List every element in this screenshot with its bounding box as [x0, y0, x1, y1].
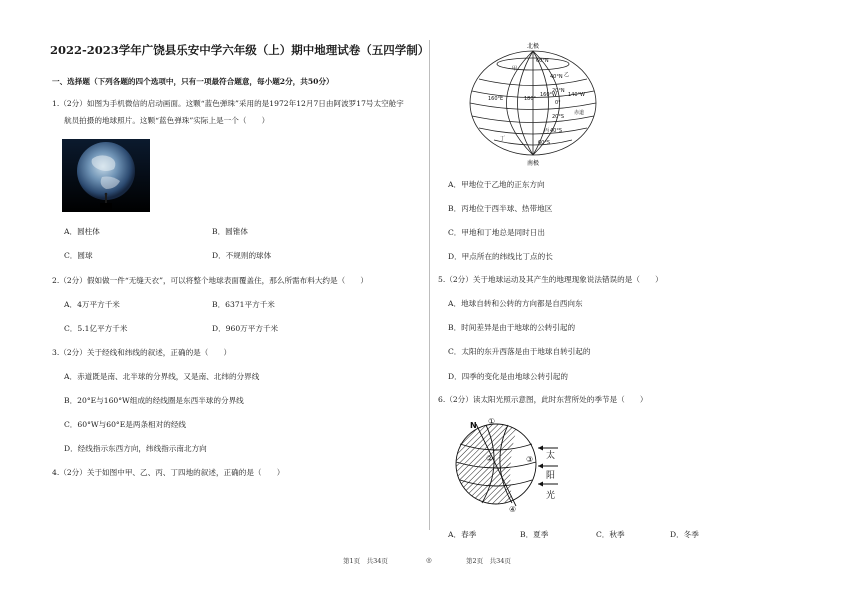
question-5-option-a: A．地球自转和公转的方向都是自西向东 — [448, 299, 583, 308]
question-5-line1: 5.（2分）关于地球运动及其产生的地理现象说法错误的是（ ） — [438, 275, 663, 284]
question-4-option-b: B．丙地位于西半球、热带地区 — [448, 204, 553, 213]
question-4-option-c: C．甲地和丁地总是同时日出 — [448, 228, 545, 237]
footer-center-mark: ◎ — [426, 556, 432, 564]
globe-label-jia: 甲 — [512, 66, 518, 72]
north-pole-label: 北极 — [526, 43, 540, 50]
section-heading: 一、选择题（下列各题的四个选项中，只有一项最符合题意，每小题2分，共50分） — [52, 77, 334, 86]
sun-text-2: 阳 — [546, 471, 556, 481]
globe-label-40n: 40°N — [550, 74, 563, 80]
question-3-line1: 3.（2分）关于经线和纬线的叙述，正确的是（ ） — [52, 348, 232, 357]
question-2-option-a: A．4万平方千米 — [64, 300, 120, 309]
globe-label-160e: 160°E — [488, 96, 504, 102]
exam-title: 2022-2023学年广饶县乐安中学六年级（上）期中地理试卷（五四学制） — [50, 43, 430, 57]
globe-label-ding: 丁 — [500, 136, 506, 142]
point-3-label: ③ — [526, 455, 534, 464]
question-5-option-c: C．太阳的东升西落是由于地球自转引起的 — [448, 347, 591, 356]
question-6-option-a: A．春季 — [448, 530, 477, 539]
globe-label-140w: 140°W — [568, 92, 585, 98]
point-2-label: ② — [486, 454, 494, 463]
page-number-right: 第2页 共34页 — [466, 557, 511, 565]
question-3-option-b: B．20°E与160°W组成的经线圈是东西半球的分界线 — [64, 396, 244, 405]
question-4-option-a: A．甲地位于乙地的正东方向 — [448, 180, 545, 189]
globe-label-40s: 40°S — [550, 128, 563, 134]
globe-grid-diagram — [452, 40, 612, 168]
question-6-option-c: C．秋季 — [596, 530, 625, 539]
question-2-option-b: B．6371平方千米 — [212, 300, 275, 309]
question-5-option-d: D．四季的变化是由地球公转引起的 — [448, 372, 568, 381]
question-2-line1: 2.（2分）假如做一件“无缝天衣”，可以将整个地球表面覆盖住，那么所需布料大约是（ ） — [52, 276, 368, 285]
page-number-left: 第1页 共34页 — [343, 557, 388, 565]
point-1-label: ① — [488, 417, 496, 426]
question-1-line1: 1.（2分）如图为手机微信的启动画面。这颗“蓝色弹珠”采用的是1972年12月7日由阿波罗17号太空舱宇 — [52, 99, 404, 108]
globe-label-160w: 160°W — [540, 92, 557, 98]
globe-label-bing: 丙 — [544, 128, 550, 134]
question-6-option-b: B．夏季 — [520, 530, 549, 539]
globe-label-yi: 乙 — [564, 72, 570, 78]
north-marker-label: N — [470, 421, 477, 430]
question-6-line1: 6.（2分）读太阳光照示意图，此时东营所处的季节是（ ） — [438, 395, 648, 404]
question-5-option-b: B．时间差异是由于地球的公转引起的 — [448, 323, 576, 332]
globe-label-60n: 60°N — [536, 58, 549, 64]
globe-label-60s: 60°S — [538, 140, 551, 146]
question-4-line1: 4.（2分）关于如图中甲、乙、丙、丁四地的叙述，正确的是（ ） — [52, 468, 285, 477]
question-3-option-d: D．经线指示东西方向，纬线指示南北方向 — [64, 444, 207, 453]
question-6-option-d: D．冬季 — [670, 530, 699, 539]
sunlight-diagram — [446, 414, 562, 518]
question-1-option-a: A．圆柱体 — [64, 227, 100, 236]
south-pole-label: 南极 — [526, 160, 540, 167]
right-page — [430, 0, 860, 608]
globe-label-180: 180° — [524, 96, 537, 102]
question-1-option-c: C．圆球 — [64, 251, 93, 260]
sun-text-3: 光 — [546, 491, 556, 501]
globe-label-equator: 赤道 — [574, 110, 585, 116]
point-4-label: ④ — [509, 505, 517, 514]
question-1-option-b: B．圆锥体 — [212, 227, 248, 236]
sun-text-1: 太 — [546, 451, 556, 461]
question-1-option-d: D．不规则的球体 — [212, 251, 272, 260]
question-2-option-d: D．960万平方千米 — [212, 324, 279, 333]
question-2-option-c: C．5.1亿平方千米 — [64, 324, 128, 333]
question-4-option-d: D．甲点所在的纬线比丁点的长 — [448, 252, 553, 261]
question-1-line2: 航员拍摄的地球照片。这颗“蓝色弹珠”实际上是一个（ ） — [64, 116, 270, 125]
blue-marble-photo — [62, 139, 150, 212]
question-3-option-c: C．60°W与60°E是两条相对的经线 — [64, 420, 187, 429]
globe-label-0: 0° — [555, 100, 561, 106]
globe-label-20n: 20°N — [552, 88, 565, 94]
question-3-option-a: A．赤道既是南、北半球的分界线，又是南、北纬的分界线 — [64, 372, 260, 381]
globe-label-20s: 20°S — [552, 114, 565, 120]
